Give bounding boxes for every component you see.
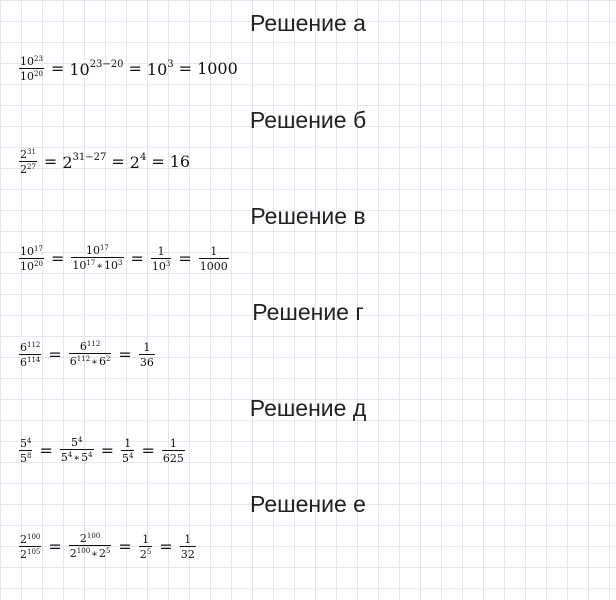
power-term: $2^4$ (129, 152, 147, 172)
fraction: $\frac{1}{5^4}$ (122, 436, 134, 465)
fraction: $\frac{5^4}{5^8}$ (20, 436, 32, 465)
fraction: $\frac{10^{17}}{10^{20}}$ (20, 244, 43, 273)
solution-heading-g: Решение г (252, 299, 364, 325)
equation-g: $\frac{6^{112}}{6^{114}}$ = $\frac{6^{112}}{6^{112}∗6^2}$ = $\frac{1}{36}$ (20, 340, 154, 369)
power-term: $10^3$ (146, 59, 174, 79)
result-fraction: $\frac{1}{1000}$ (199, 244, 228, 273)
result-fraction: $\frac{1}{32}$ (180, 532, 195, 561)
result-fraction: $\frac{1}{36}$ (139, 340, 154, 369)
equation-b: $\frac{2^{31}}{2^{27}}$ = $2^{31-27}$ = $2^4$ = 16 (20, 148, 191, 176)
solution-heading-a: Решение а (250, 10, 366, 36)
power-term: $10^{23-20}$ (69, 59, 124, 79)
fraction: $\frac{6^{112}}{6^{112}∗6^2}$ (69, 340, 111, 368)
result-value: 16 (169, 152, 191, 171)
equation-e: $\frac{2^{100}}{2^{105}}$ = $\frac{2^{100}}{2^{100}∗2^5}$ = $\frac{1}{2^5}$ = $\frac{1}{32}$ (20, 532, 195, 561)
fraction: $\frac{2^{31}}{2^{27}}$ (20, 148, 36, 176)
power-term: $2^{31-27}$ (62, 152, 107, 172)
solution-heading-d: Решение д (249, 395, 367, 421)
fraction: $\frac{1}{10^3}$ (151, 244, 171, 273)
equation-a: $\frac{10^{23}}{10^{20}}$ = $10^{23-20}$ = $10^3$ = 1000 (20, 55, 238, 83)
result-value: 1000 (197, 59, 238, 78)
fraction: $\frac{6^{112}}{6^{114}}$ (20, 340, 41, 369)
fraction: $\frac{5^4}{5^4∗5^4}$ (60, 436, 93, 464)
result-fraction: $\frac{1}{625}$ (162, 436, 184, 465)
fraction: $\frac{10^{17}}{10^{17}∗10^3}$ (72, 244, 123, 272)
solution-heading-v: Решение в (250, 203, 366, 229)
fraction: $\frac{10^{23}}{10^{20}}$ (20, 55, 43, 83)
fraction: $\frac{2^{100}}{2^{105}}$ (20, 532, 41, 561)
solution-heading-e: Решение е (250, 491, 366, 517)
fraction: $\frac{1}{2^5}$ (139, 532, 152, 561)
solution-heading-b: Решение б (249, 107, 367, 133)
fraction: $\frac{2^{100}}{2^{100}∗2^5}$ (69, 532, 111, 560)
equation-d: $\frac{5^4}{5^8}$ = $\frac{5^4}{5^4∗5^4}$ = $\frac{1}{5^4}$ = $\frac{1}{625}$ (20, 436, 184, 465)
equation-v: $\frac{10^{17}}{10^{20}}$ = $\frac{10^{17}}{10^{17}∗10^3}$ = $\frac{1}{10^3}$ = $\frac{1}{1000}$ (20, 244, 228, 273)
